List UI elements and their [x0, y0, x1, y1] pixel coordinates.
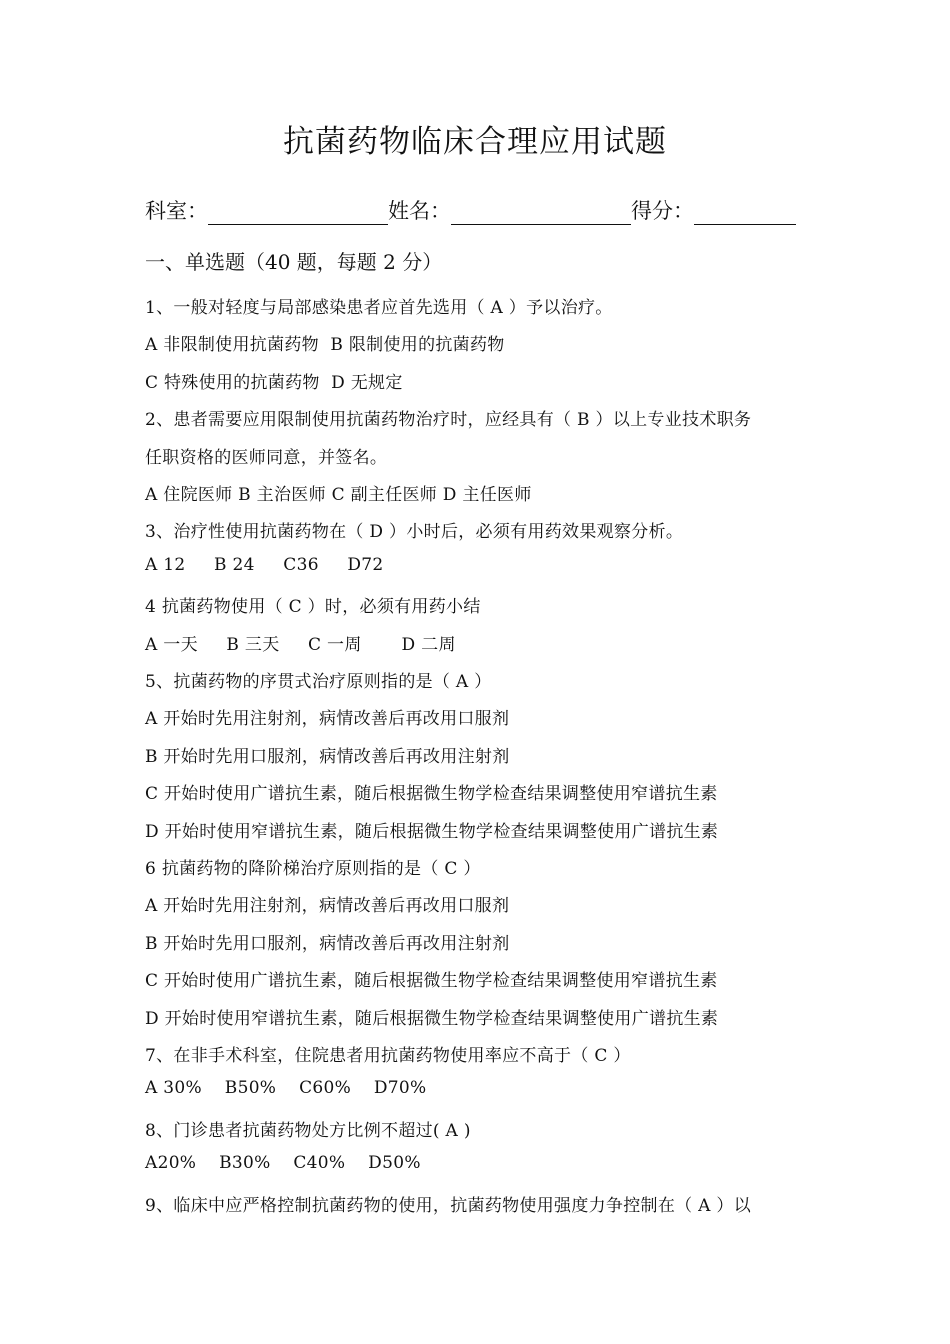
question-line: A 12 B 24 C36 D72	[145, 554, 384, 575]
question-line: 1、一般对轻度与局部感染患者应首先选用（ A ）予以治疗。	[145, 298, 613, 318]
section-title: 一、单选题（40 题，每题 2 分）	[145, 250, 443, 274]
question-line: B 开始时先用口服剂，病情改善后再改用注射剂	[145, 746, 510, 767]
info-row	[145, 194, 796, 225]
question-line: 5、抗菌药物的序贯式治疗原则指的是（ A ）	[145, 672, 492, 692]
question-line: C 特殊使用的抗菌药物 D 无规定	[145, 372, 403, 393]
score-blank	[694, 194, 796, 225]
question-line: A 开始时先用注射剂，病情改善后再改用口服剂	[145, 709, 510, 730]
question-line: A 住院医师 B 主治医师 C 副主任医师 D 主任医师	[145, 485, 532, 505]
page-title: 抗菌药物临床合理应用试题	[283, 124, 667, 160]
question-line: 2、患者需要应用限制使用抗菌药物治疗时，应经具有（ B ）以上专业技术职务	[145, 410, 752, 431]
question-line: 9、临床中应严格控制抗菌药物的使用，抗菌药物使用强度力争控制在（ A ）以	[145, 1195, 751, 1216]
name-label: 姓名：	[388, 199, 451, 223]
question-line: C 开始时使用广谱抗生素，随后根据微生物学检查结果调整使用窄谱抗生素	[145, 971, 718, 992]
question-line: A20% B30% C40% D50%	[145, 1153, 421, 1174]
question-line: 8、门诊患者抗菌药物处方比例不超过( A )	[145, 1120, 471, 1141]
question-line: 任职资格的医师同意，并签名。	[145, 447, 388, 468]
question-line: A 非限制使用抗菌药物 B 限制使用的抗菌药物	[145, 335, 505, 356]
question-line: 7、在非手术科室，住院患者用抗菌药物使用率应不高于（ C ）	[145, 1046, 631, 1066]
question-line: D 开始时使用窄谱抗生素，随后根据微生物学检查结果调整使用广谱抗生素	[145, 1008, 719, 1029]
question-line: B 开始时先用口服剂，病情改善后再改用注射剂	[145, 933, 510, 954]
question-line: A 一天 B 三天 C 一周 D 二周	[145, 634, 456, 655]
dept-label: 科室：	[145, 199, 208, 223]
question-line: D 开始时使用窄谱抗生素，随后根据微生物学检查结果调整使用广谱抗生素	[145, 821, 719, 842]
dept-blank	[208, 194, 388, 225]
question-line: 6 抗菌药物的降阶梯治疗原则指的是（ C ）	[145, 859, 481, 879]
question-line: C 开始时使用广谱抗生素，随后根据微生物学检查结果调整使用窄谱抗生素	[145, 784, 718, 805]
score-label: 得分：	[631, 199, 694, 223]
name-blank	[451, 194, 631, 225]
question-line: A 30% B50% C60% D70%	[145, 1078, 427, 1099]
question-line: 3、治疗性使用抗菌药物在（ D ）小时后，必须有用药效果观察分析。	[145, 522, 684, 543]
question-line: A 开始时先用注射剂，病情改善后再改用口服剂	[145, 896, 510, 917]
question-line: 4 抗菌药物使用（ C ）时，必须有用药小结	[145, 597, 481, 618]
